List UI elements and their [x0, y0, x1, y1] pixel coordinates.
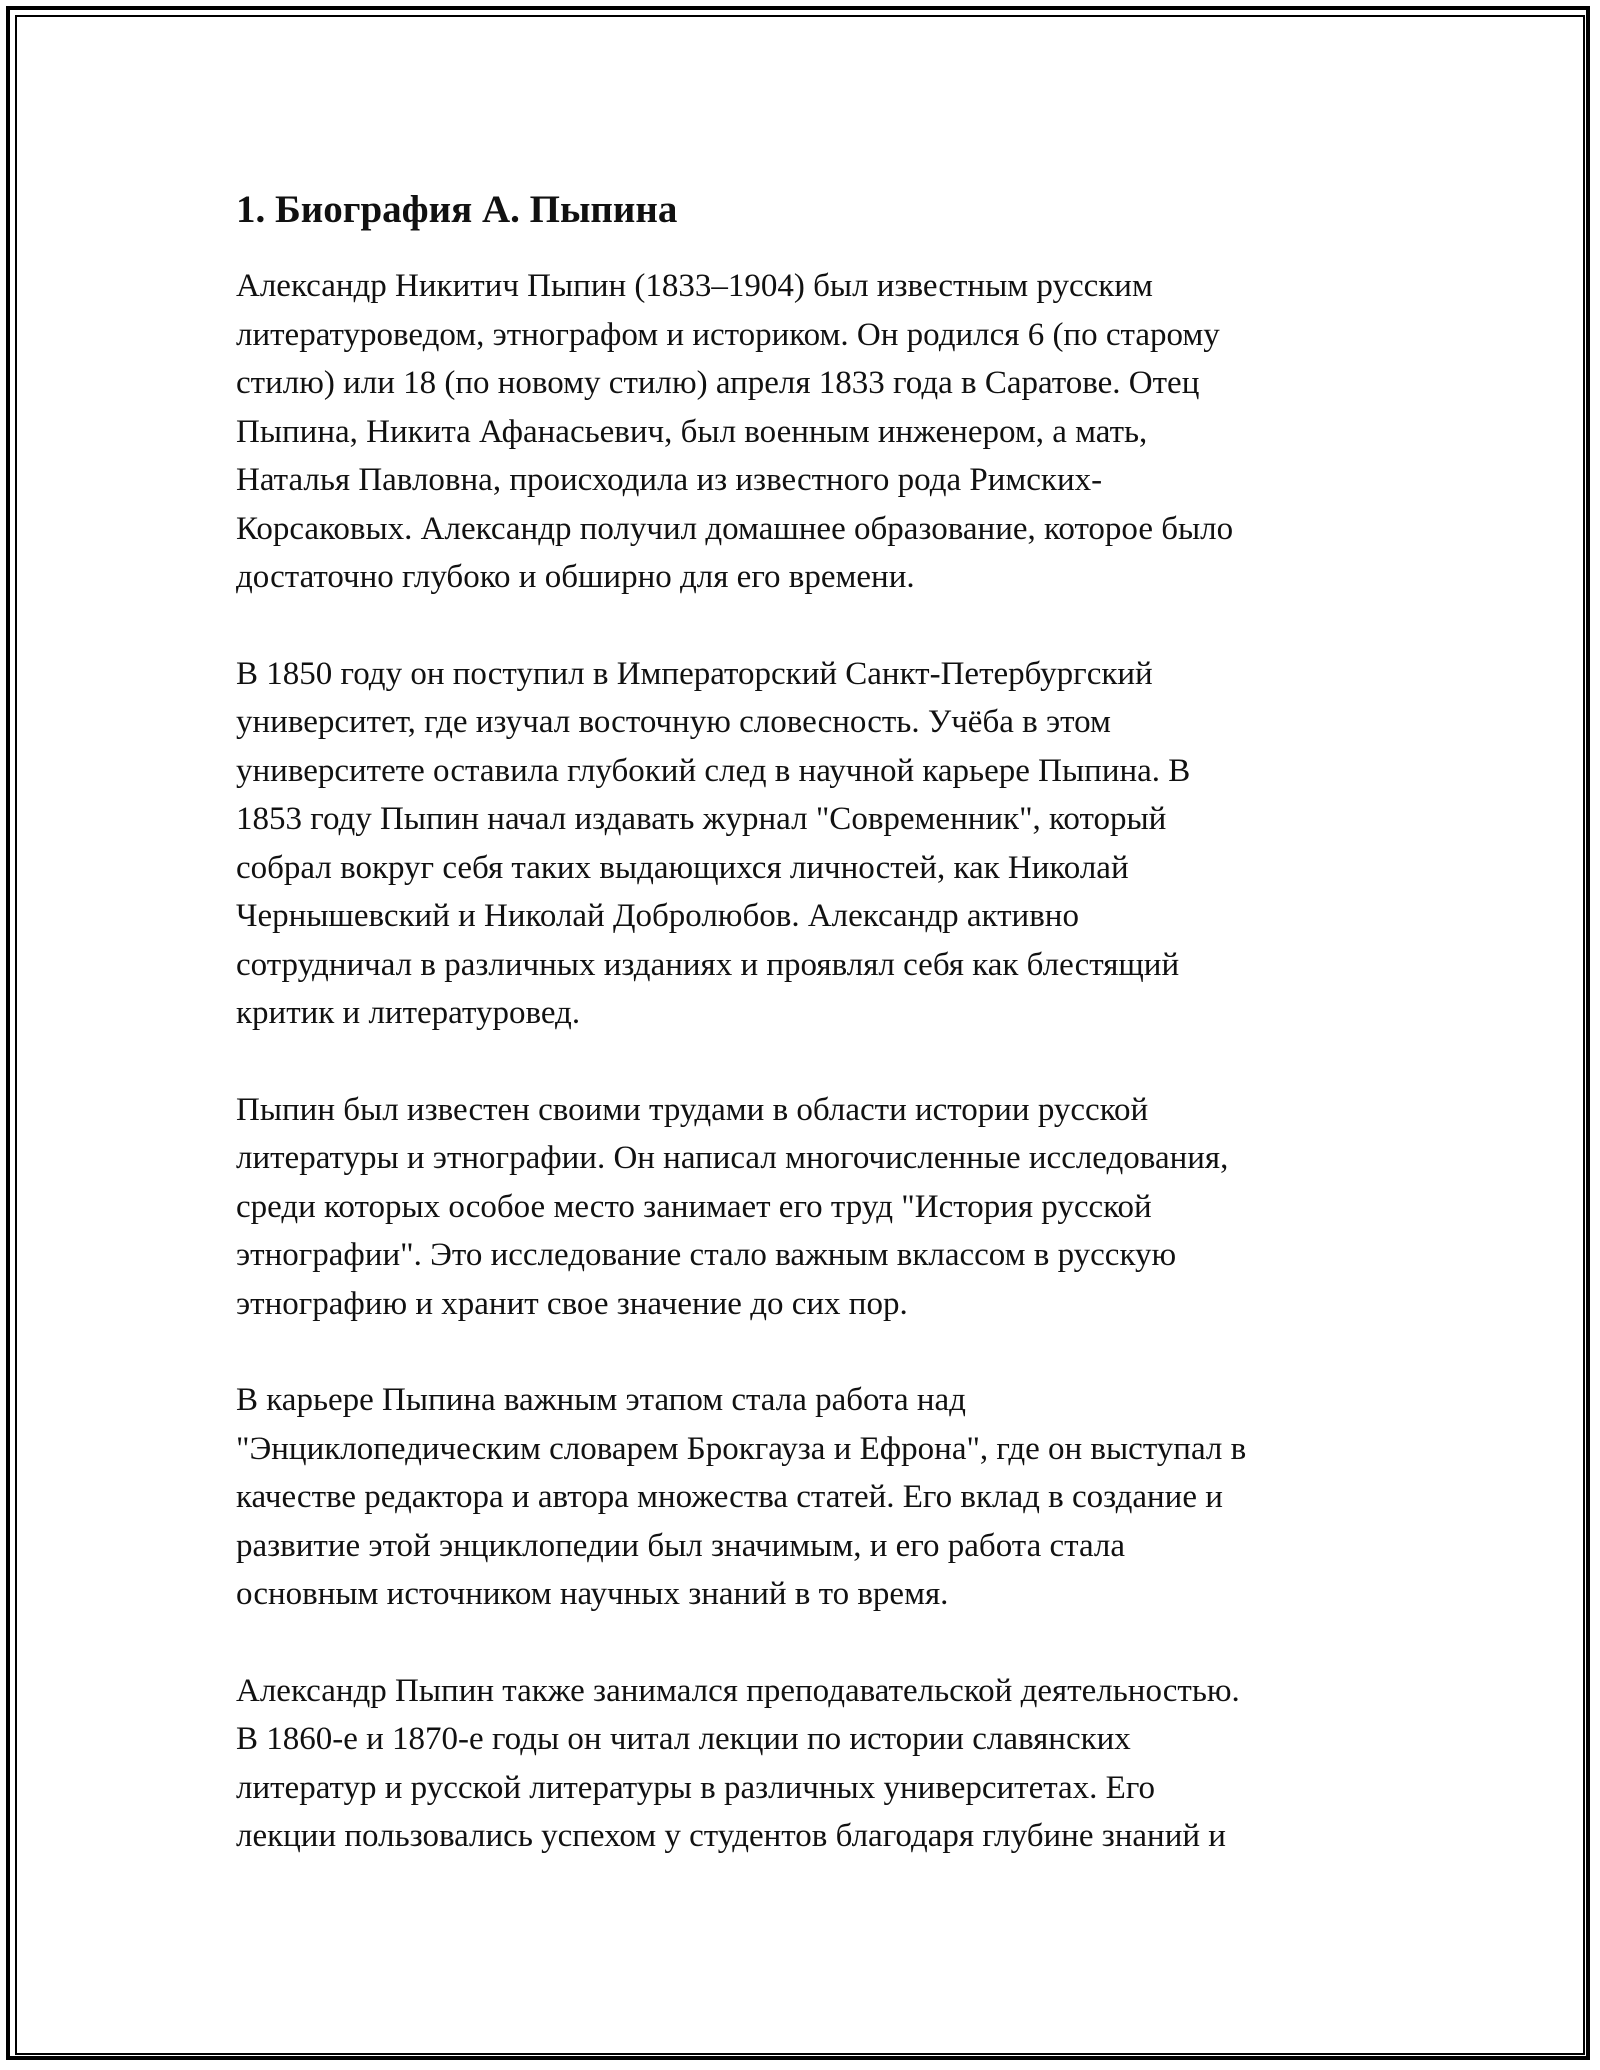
paragraph-4: В карьере Пыпина важным этапом стала работа над "Энциклопедическим словарем Брокгауза и Ефрона", где он выступал в качестве редактора и автора множества статей. Его вклад в создание и развитие этой энциклопедии был значимым, и его работа стала основным источником научных знаний в то время. — [236, 1382, 1247, 1612]
paragraph-1: Александр Никитич Пыпин (1833–1904) был известным русским литературоведом, этнографом и историком. Он родился 6 (по старому стилю) или 18 (по новому стилю) апреля 1833 года в Саратове. Отец Пыпина, Никита Афанасьевич, был военным инженером, а мать, Наталья Павловна, происходила из известного рода Римских- Корсаковых. Александр получил домашнее образование, которое было достаточно глубоко и обширно для его времени. — [236, 268, 1234, 595]
paragraph-5: Александр Пыпин также занимался преподавательской деятельностью. В 1860-е и 1870-е годы он читал лекции по истории славянских литератур и русской литературы в различных университетах. Его лекции пользовались успехом у студентов благодаря глубине знаний и — [236, 1672, 1240, 1854]
paragraph-2: В 1850 году он поступил в Императорский Санкт-Петербургский университет, где изучал восточную словесность. Учёба в этом университете оставила глубокий след в научной карьере Пыпина. В 1853 году Пыпин начал издавать журнал "Современник", который собрал вокруг себя таких выдающихся личностей, как Николай Чернышевский и Николай Добролюбов. Александр активно сотрудничал в различных изданиях и проявлял себя как блестящий критик и литературовед. — [236, 655, 1191, 1031]
paragraph-3: Пыпин был известен своими трудами в области истории русской литературы и этнографии. Он написал многочисленные исследования, среди которых особое место занимает его труд "История русской этнографии". Это исследование стало важным вклассом в русскую этнографию и хранит свое значение до сих пор. — [236, 1091, 1229, 1322]
document-body — [236, 186, 1376, 1909]
section-heading: 1. Биография А. Пыпина — [236, 188, 678, 231]
